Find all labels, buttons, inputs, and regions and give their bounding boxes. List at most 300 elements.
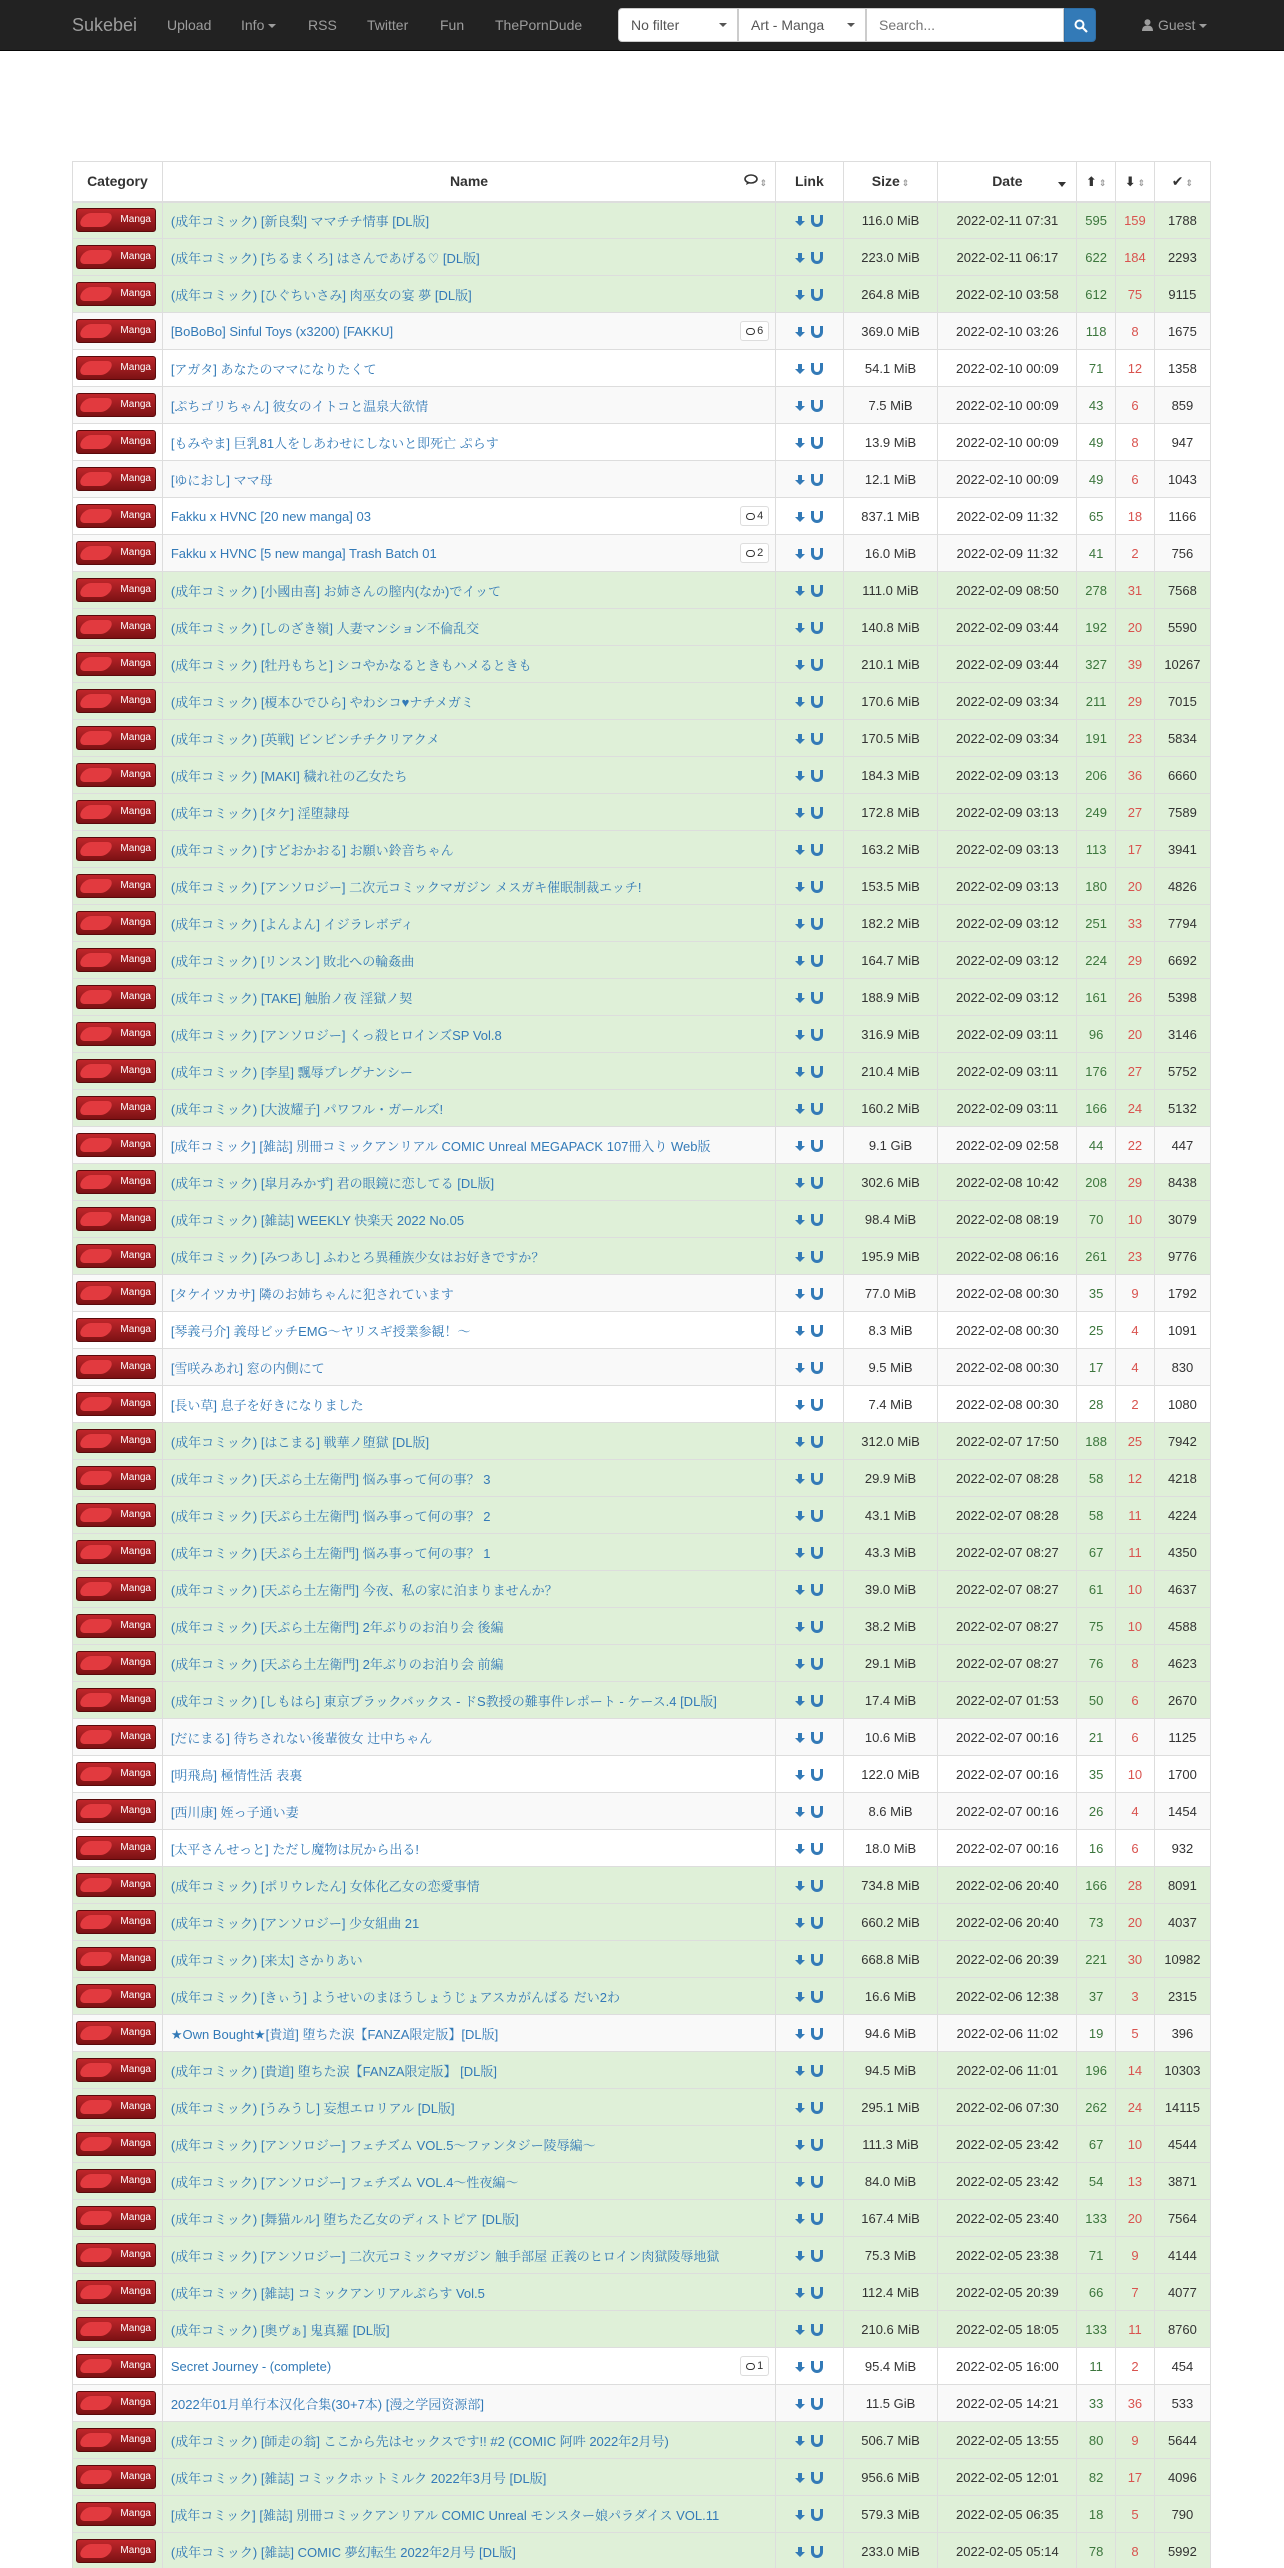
torrent-title-link[interactable]: (成年コミック) [榎本ひでひら] やわシコ♥ナチメガミ bbox=[170, 694, 474, 710]
torrent-title-link[interactable]: Secret Journey - (complete) bbox=[170, 2358, 332, 2374]
torrent-title-link[interactable]: ★Own Bought★[貴道] 堕ちた涙【FANZA限定版】[DL版] bbox=[170, 2026, 499, 2042]
torrent-title-link[interactable]: (成年コミック) [牡丹もちと] シコやかなるときもハメるときも bbox=[170, 657, 532, 673]
download-icon[interactable] bbox=[795, 364, 805, 375]
magnet-icon[interactable] bbox=[811, 1621, 823, 1633]
download-icon[interactable] bbox=[795, 290, 805, 301]
magnet-icon[interactable] bbox=[811, 844, 823, 856]
torrent-title-link[interactable]: (成年コミック) [アンソロジー] 二次元コミックマガジン 触手部屋 正義のヒロイン肉獄陵辱地獄 bbox=[170, 2248, 720, 2264]
download-icon[interactable] bbox=[795, 1511, 805, 1522]
table-row bbox=[73, 1127, 1211, 1164]
magnet-icon[interactable] bbox=[811, 2398, 823, 2410]
download-icon[interactable] bbox=[795, 2547, 805, 2558]
download-icon[interactable] bbox=[795, 1585, 805, 1596]
magnet-icon[interactable] bbox=[811, 1991, 823, 2003]
category-badge[interactable] bbox=[76, 1910, 156, 1934]
category-badge[interactable] bbox=[76, 245, 156, 269]
download-icon[interactable] bbox=[795, 882, 805, 893]
torrent-title-link[interactable]: [琴義弓介] 義母ビッチEMG～ヤリスギ授業参観！～ bbox=[170, 1323, 471, 1339]
download-icon[interactable] bbox=[795, 1030, 805, 1041]
magnet-icon[interactable] bbox=[811, 2213, 823, 2225]
torrent-title-link[interactable]: (成年コミック) [雑誌] コミックホットミルク 2022年3月号 [DL版] bbox=[170, 2470, 547, 2486]
magnet-icon[interactable] bbox=[811, 2361, 823, 2373]
nav-theporndude[interactable]: ThePornDude bbox=[495, 17, 583, 33]
magnet-icon[interactable] bbox=[811, 1251, 823, 1263]
torrent-title-link[interactable]: (成年コミック) [TAKE] 触胎ノ夜 淫獄ノ契 bbox=[170, 990, 413, 1006]
download-icon[interactable] bbox=[795, 956, 805, 967]
magnet-icon[interactable] bbox=[811, 1325, 823, 1337]
category-badge[interactable] bbox=[76, 1429, 156, 1453]
torrent-title-link[interactable]: 2022年01月单行本汉化合集(30+7本) [漫之学园资源部] bbox=[170, 2396, 484, 2412]
download-icon[interactable] bbox=[795, 1918, 805, 1929]
category-cell bbox=[73, 498, 163, 535]
category-badge[interactable] bbox=[76, 1022, 156, 1046]
category-badge-label: Manga bbox=[120, 1990, 151, 2001]
torrent-title-link[interactable]: Fakku x HVNC [20 new manga] 03 bbox=[170, 508, 371, 524]
category-badge[interactable] bbox=[76, 1059, 156, 1083]
magnet-icon[interactable] bbox=[811, 1214, 823, 1226]
category-badge[interactable] bbox=[76, 911, 156, 935]
magnet-icon[interactable] bbox=[811, 1362, 823, 1374]
download-icon[interactable] bbox=[795, 1363, 805, 1374]
category-badge[interactable] bbox=[76, 1947, 156, 1971]
torrent-title-link[interactable]: (成年コミック) [新良梨] ママチチ情事 [DL版] bbox=[170, 213, 430, 229]
magnet-icon[interactable] bbox=[811, 400, 823, 412]
completed-cell: 7794 bbox=[1154, 905, 1210, 942]
category-badge[interactable] bbox=[76, 1244, 156, 1268]
nav-rss[interactable]: RSS bbox=[308, 17, 337, 33]
magnet-icon[interactable] bbox=[811, 252, 823, 264]
download-icon[interactable] bbox=[795, 2362, 805, 2373]
magnet-icon[interactable] bbox=[811, 1769, 823, 1781]
header-category[interactable]: Category bbox=[73, 162, 163, 202]
category-badge[interactable] bbox=[76, 763, 156, 787]
magnet-icon[interactable] bbox=[811, 955, 823, 967]
magnet-icon[interactable] bbox=[811, 363, 823, 375]
magnet-icon[interactable] bbox=[811, 2287, 823, 2299]
header-date[interactable] bbox=[938, 162, 1077, 202]
category-select[interactable] bbox=[738, 8, 866, 42]
category-badge[interactable] bbox=[76, 837, 156, 861]
download-icon[interactable] bbox=[795, 2140, 805, 2151]
magnet-icon[interactable] bbox=[811, 1510, 823, 1522]
magnet-icon[interactable] bbox=[811, 1954, 823, 1966]
magnet-icon[interactable] bbox=[811, 1843, 823, 1855]
torrent-title-link[interactable]: [アガタ] あなたのママになりたくて bbox=[170, 361, 377, 377]
comments-badge[interactable] bbox=[740, 2356, 769, 2376]
name-cell bbox=[162, 1090, 775, 1127]
torrent-title-link[interactable]: (成年コミック) [李星] 飄辱プレグナンシー bbox=[170, 1064, 413, 1080]
category-badge[interactable] bbox=[76, 393, 156, 417]
torrent-title-link[interactable]: (成年コミック) [アンソロジー] フェチズム VOL.5～ファンタジー陵辱編～ bbox=[170, 2137, 596, 2153]
download-icon[interactable] bbox=[795, 697, 805, 708]
magnet-icon[interactable] bbox=[811, 2435, 823, 2447]
magnet-icon[interactable] bbox=[811, 622, 823, 634]
magnet-icon[interactable] bbox=[811, 770, 823, 782]
torrent-title-link[interactable]: (成年コミック) [雑誌] コミックアンリアルぷらす Vol.5 bbox=[170, 2285, 485, 2301]
download-icon[interactable] bbox=[795, 2103, 805, 2114]
download-icon[interactable] bbox=[795, 2399, 805, 2410]
header-leechers[interactable] bbox=[1116, 162, 1155, 202]
magnet-icon[interactable] bbox=[811, 2472, 823, 2484]
category-badge[interactable] bbox=[76, 208, 156, 232]
torrent-title-link[interactable]: [BoBoBo] Sinful Toys (x3200) [FAKKU] bbox=[170, 323, 394, 339]
category-badge[interactable] bbox=[76, 430, 156, 454]
download-icon[interactable] bbox=[795, 1141, 805, 1152]
category-badge[interactable] bbox=[76, 2206, 156, 2230]
magnet-icon[interactable] bbox=[811, 2028, 823, 2040]
torrent-title-link[interactable]: (成年コミック) [大波耀子] パワフル・ガールズ! bbox=[170, 1101, 444, 1117]
category-badge-label: Manga bbox=[120, 1657, 151, 1668]
download-icon[interactable] bbox=[795, 919, 805, 930]
download-icon[interactable] bbox=[795, 1289, 805, 1300]
category-badge[interactable] bbox=[76, 2058, 156, 2082]
torrent-title-link[interactable]: (成年コミック) [ひぐちいさみ] 肉巫女の宴 夢 [DL版] bbox=[170, 287, 472, 303]
download-icon[interactable] bbox=[795, 1881, 805, 1892]
torrent-title-link[interactable]: (成年コミック) [はこまる] 戦華ノ堕獄 [DL版] bbox=[170, 1434, 430, 1450]
category-badge[interactable] bbox=[76, 2391, 156, 2415]
magnet-icon[interactable] bbox=[811, 1066, 823, 1078]
category-badge[interactable] bbox=[76, 1466, 156, 1490]
download-icon[interactable] bbox=[795, 2473, 805, 2484]
torrent-title-link[interactable]: [雪咲みあれ] 窓の内側にて bbox=[170, 1360, 325, 1376]
torrent-title-link[interactable]: (成年コミック) [みつあし] ふわとろ異種族少女はお好きですか？ bbox=[170, 1249, 545, 1265]
download-icon[interactable] bbox=[795, 1548, 805, 1559]
magnet-icon[interactable] bbox=[811, 548, 823, 560]
magnet-icon[interactable] bbox=[811, 2102, 823, 2114]
magnet-icon[interactable] bbox=[811, 474, 823, 486]
download-icon[interactable] bbox=[795, 1992, 805, 2003]
torrent-title-link[interactable]: (成年コミック) [天ぷら土左衛門] 悩み事って何の事？ 2 bbox=[170, 1508, 491, 1524]
download-icon[interactable] bbox=[795, 1770, 805, 1781]
category-badge[interactable] bbox=[76, 1688, 156, 1712]
category-badge[interactable] bbox=[76, 1725, 156, 1749]
download-icon[interactable] bbox=[795, 216, 805, 227]
link-cell bbox=[776, 2459, 843, 2496]
download-icon[interactable] bbox=[795, 2066, 805, 2077]
category-badge[interactable] bbox=[76, 1170, 156, 1194]
download-icon[interactable] bbox=[795, 1659, 805, 1670]
category-badge[interactable] bbox=[76, 1799, 156, 1823]
download-icon[interactable] bbox=[795, 808, 805, 819]
download-icon[interactable] bbox=[795, 1474, 805, 1485]
magnet-icon[interactable] bbox=[811, 1584, 823, 1596]
brand-logo[interactable]: Sukebei bbox=[72, 15, 138, 35]
torrent-title-link[interactable]: (成年コミック) [MAKI] 穢れ社の乙女たち bbox=[170, 768, 408, 784]
download-icon[interactable] bbox=[795, 1696, 805, 1707]
magnet-icon[interactable] bbox=[811, 437, 823, 449]
download-icon[interactable] bbox=[795, 2436, 805, 2447]
magnet-icon[interactable] bbox=[811, 1658, 823, 1670]
comments-badge[interactable] bbox=[740, 321, 769, 341]
torrent-title-link[interactable]: (成年コミック) [ちるまくろ] はさんであげる♡ [DL版] bbox=[170, 250, 480, 266]
download-icon[interactable] bbox=[795, 1955, 805, 1966]
download-icon[interactable] bbox=[795, 1326, 805, 1337]
magnet-icon[interactable] bbox=[811, 1436, 823, 1448]
category-badge[interactable] bbox=[76, 1836, 156, 1860]
category-badge[interactable] bbox=[76, 2354, 156, 2378]
download-icon[interactable] bbox=[795, 512, 805, 523]
download-icon[interactable] bbox=[795, 2214, 805, 2225]
torrent-title-link[interactable]: (成年コミック) [小國由喜] お姉さんの膣内(なか)でイッて bbox=[170, 583, 502, 599]
header-size[interactable] bbox=[843, 162, 938, 202]
magnet-icon[interactable] bbox=[811, 918, 823, 930]
magnet-icon[interactable] bbox=[811, 289, 823, 301]
torrent-title-link[interactable]: (成年コミック) [貴道] 堕ちた涙【FANZA限定版】 [DL版] bbox=[170, 2063, 498, 2079]
download-icon[interactable] bbox=[795, 1733, 805, 1744]
category-badge[interactable] bbox=[76, 578, 156, 602]
torrent-title-link[interactable]: [成年コミック] [雑誌] 別冊コミックアンリアル COMIC Unreal モンスター娘パラダイス VOL.11 bbox=[170, 2507, 720, 2523]
download-icon[interactable] bbox=[795, 734, 805, 745]
download-icon[interactable] bbox=[795, 401, 805, 412]
magnet-icon[interactable] bbox=[811, 1732, 823, 1744]
category-badge[interactable] bbox=[76, 504, 156, 528]
magnet-icon[interactable] bbox=[811, 1399, 823, 1411]
magnet-icon[interactable] bbox=[811, 1695, 823, 1707]
torrent-title-link[interactable]: (成年コミック) [天ぷら土左衛門] 2年ぶりのお泊り会 後編 bbox=[170, 1619, 504, 1635]
torrent-title-link[interactable]: [長い草] 息子を好きになりました bbox=[170, 1397, 364, 1413]
category-badge[interactable] bbox=[76, 1651, 156, 1675]
magnet-icon[interactable] bbox=[811, 1880, 823, 1892]
download-icon[interactable] bbox=[795, 1622, 805, 1633]
category-badge[interactable] bbox=[76, 1392, 156, 1416]
torrent-title-link[interactable]: (成年コミック) [舞猫ルル] 堕ちた乙女のディストピア [DL版] bbox=[170, 2211, 519, 2227]
torrent-title-link[interactable]: (成年コミック) [天ぷら土左衛門] 悩み事って何の事？ 3 bbox=[170, 1471, 491, 1487]
torrent-title-link[interactable]: (成年コミック) [天ぷら土左衛門] 今夜、私の家に泊まりませんか？ bbox=[170, 1582, 558, 1598]
magnet-icon[interactable] bbox=[811, 2065, 823, 2077]
category-badge[interactable] bbox=[76, 1614, 156, 1638]
comments-badge[interactable] bbox=[740, 506, 769, 526]
download-icon[interactable] bbox=[795, 475, 805, 486]
filter-select[interactable] bbox=[618, 8, 738, 42]
download-icon[interactable] bbox=[795, 253, 805, 264]
torrent-title-link[interactable]: (成年コミック) [奥ヴぁ] 鬼真羅 [DL版] bbox=[170, 2322, 390, 2338]
torrent-title-link[interactable]: (成年コミック) [よんよん] イジラレボディ bbox=[170, 916, 414, 932]
download-icon[interactable] bbox=[795, 2325, 805, 2336]
category-cell bbox=[73, 1201, 163, 1238]
magnet-icon[interactable] bbox=[811, 511, 823, 523]
magnet-icon[interactable] bbox=[811, 1177, 823, 1189]
torrent-title-link[interactable]: (成年コミック) [うみうし] 妄想エロリアル [DL版] bbox=[170, 2100, 455, 2116]
download-icon[interactable] bbox=[795, 771, 805, 782]
search-input[interactable] bbox=[866, 8, 1064, 42]
category-badge[interactable] bbox=[76, 319, 156, 343]
download-icon[interactable] bbox=[795, 845, 805, 856]
header-seeders[interactable] bbox=[1077, 162, 1116, 202]
category-badge[interactable] bbox=[76, 985, 156, 1009]
header-completed[interactable] bbox=[1154, 162, 1210, 202]
user-menu[interactable] bbox=[1142, 0, 1207, 51]
download-icon[interactable] bbox=[795, 2029, 805, 2040]
download-icon[interactable] bbox=[795, 660, 805, 671]
download-icon[interactable] bbox=[795, 1437, 805, 1448]
completed-cell: 3871 bbox=[1154, 2163, 1210, 2200]
torrent-title-link[interactable]: (成年コミック) [アンソロジー] 二次元コミックマガジン メスガキ催眠制裁エッチ! bbox=[170, 879, 642, 895]
torrent-title-link[interactable]: (成年コミック) [来太] さかりあい bbox=[170, 1952, 363, 1968]
download-icon[interactable] bbox=[795, 1104, 805, 1115]
torrent-title-link[interactable]: (成年コミック) [アンソロジー] フェチズム VOL.4～性夜編～ bbox=[170, 2174, 519, 2190]
category-badge[interactable] bbox=[76, 948, 156, 972]
torrent-title-link[interactable]: (成年コミック) [雑誌] WEEKLY 快楽天 2022 No.05 bbox=[170, 1212, 465, 1228]
category-badge[interactable] bbox=[76, 1984, 156, 2008]
magnet-icon[interactable] bbox=[811, 2546, 823, 2558]
category-badge[interactable] bbox=[76, 874, 156, 898]
download-icon[interactable] bbox=[795, 1252, 805, 1263]
completed-cell: 1125 bbox=[1154, 1719, 1210, 1756]
magnet-icon[interactable] bbox=[811, 659, 823, 671]
name-cell bbox=[162, 239, 775, 276]
download-icon[interactable] bbox=[795, 1844, 805, 1855]
search-button[interactable] bbox=[1064, 8, 1096, 42]
category-badge[interactable] bbox=[76, 689, 156, 713]
download-icon[interactable] bbox=[795, 2177, 805, 2188]
category-badge[interactable] bbox=[76, 2095, 156, 2119]
torrent-title-link[interactable]: (成年コミック) [すどおかおる] お願い鈴音ちゃん bbox=[170, 842, 454, 858]
torrent-title-link[interactable]: [ぷちゴリちゃん] 彼女のイトコと温泉大欲情 bbox=[170, 398, 429, 414]
download-icon[interactable] bbox=[795, 993, 805, 1004]
comments-sort-icon[interactable] bbox=[744, 173, 768, 189]
torrent-title-link[interactable]: (成年コミック) [リンスン] 敗北への輪姦曲 bbox=[170, 953, 415, 969]
download-icon[interactable] bbox=[795, 2251, 805, 2262]
category-badge[interactable] bbox=[76, 2428, 156, 2452]
category-badge[interactable] bbox=[76, 282, 156, 306]
download-icon[interactable] bbox=[795, 623, 805, 634]
category-badge[interactable] bbox=[76, 1318, 156, 1342]
download-icon[interactable] bbox=[795, 2510, 805, 2521]
torrent-title-link[interactable]: (成年コミック) [アンソロジー] くっ殺ヒロインズSP Vol.8 bbox=[170, 1027, 502, 1043]
torrent-title-link[interactable]: (成年コミック) [きぃう] ようせいのまほうしょうじょアスカがんばる だい2わ bbox=[170, 1989, 620, 2005]
nav-info[interactable] bbox=[241, 0, 276, 51]
torrent-title-link[interactable]: (成年コミック) [しのざき嶺] 人妻マンション不倫乱交 bbox=[170, 620, 480, 636]
category-badge[interactable] bbox=[76, 356, 156, 380]
torrent-title-link[interactable]: (成年コミック) [師走の翁] ここから先はセックスです!! #2 (COMIC 阿吽 2022年2月号) bbox=[170, 2433, 669, 2449]
torrent-title-link[interactable]: (成年コミック) [アンソロジー] 少女組曲 21 bbox=[170, 1915, 420, 1931]
torrent-title-link[interactable]: [もみやま] 巨乳81人をしあわせにしないと即死亡 ぷらす bbox=[170, 435, 499, 451]
download-icon[interactable] bbox=[795, 327, 805, 338]
category-badge[interactable] bbox=[76, 1096, 156, 1120]
category-badge[interactable] bbox=[76, 2021, 156, 2045]
magnet-icon[interactable] bbox=[811, 2509, 823, 2521]
category-badge[interactable] bbox=[76, 2465, 156, 2489]
magnet-icon[interactable] bbox=[811, 1103, 823, 1115]
category-badge[interactable] bbox=[76, 1355, 156, 1379]
download-icon[interactable] bbox=[795, 1067, 805, 1078]
category-badge-label: Manga bbox=[120, 473, 151, 484]
download-icon[interactable] bbox=[795, 1215, 805, 1226]
torrent-title-link[interactable]: (成年コミック) [皐月みかず] 君の眼鏡に恋してる [DL版] bbox=[170, 1175, 495, 1191]
category-badge[interactable] bbox=[76, 1133, 156, 1157]
magnet-icon[interactable] bbox=[811, 326, 823, 338]
category-badge[interactable] bbox=[76, 541, 156, 565]
magnet-icon[interactable] bbox=[811, 1806, 823, 1818]
header-name[interactable] bbox=[162, 162, 775, 202]
category-badge[interactable] bbox=[76, 1281, 156, 1305]
category-badge[interactable] bbox=[76, 2280, 156, 2304]
category-badge[interactable] bbox=[76, 1540, 156, 1564]
torrent-title-link[interactable]: (成年コミック) [ポリウレたん] 女体化乙女の恋愛事情 bbox=[170, 1878, 480, 1894]
link-cell bbox=[776, 1201, 843, 1238]
torrent-title-link[interactable]: [成年コミック] [雑誌] 別冊コミックアンリアル COMIC Unreal MEGAPACK 107冊入り Web版 bbox=[170, 1138, 711, 1154]
torrent-title-link[interactable]: [西川康] 姪っ子通い妻 bbox=[170, 1804, 299, 1820]
category-badge[interactable] bbox=[76, 800, 156, 824]
nav-fun[interactable]: Fun bbox=[440, 17, 465, 33]
download-icon[interactable] bbox=[795, 438, 805, 449]
magnet-icon[interactable] bbox=[811, 1288, 823, 1300]
download-icon[interactable] bbox=[795, 1178, 805, 1189]
torrent-title-link[interactable]: [ゆにおし] ママ母 bbox=[170, 472, 273, 488]
category-badge[interactable] bbox=[76, 652, 156, 676]
download-icon[interactable] bbox=[795, 1807, 805, 1818]
category-badge[interactable] bbox=[76, 726, 156, 750]
nav-upload[interactable]: Upload bbox=[167, 17, 212, 33]
category-badge[interactable] bbox=[76, 1577, 156, 1601]
magnet-icon[interactable] bbox=[811, 2250, 823, 2262]
magnet-icon[interactable] bbox=[811, 1917, 823, 1929]
magnet-icon[interactable] bbox=[811, 992, 823, 1004]
magnet-icon[interactable] bbox=[811, 1029, 823, 1041]
category-badge[interactable] bbox=[76, 467, 156, 491]
category-badge[interactable] bbox=[76, 2317, 156, 2341]
category-badge[interactable] bbox=[76, 1762, 156, 1786]
magnet-icon[interactable] bbox=[811, 733, 823, 745]
magnet-icon[interactable] bbox=[811, 2324, 823, 2336]
torrent-title-link[interactable]: (成年コミック) [雑誌] COMIC 夢幻転生 2022年2月号 [DL版] bbox=[170, 2544, 516, 2560]
category-badge[interactable] bbox=[76, 2132, 156, 2156]
category-badge[interactable] bbox=[76, 1503, 156, 1527]
date-cell: 2022-02-10 03:26 bbox=[938, 313, 1077, 350]
magnet-icon[interactable] bbox=[811, 696, 823, 708]
table-row bbox=[73, 1312, 1211, 1349]
torrent-title-link[interactable]: (成年コミック) [天ぷら土左衛門] 2年ぶりのお泊り会 前編 bbox=[170, 1656, 504, 1672]
download-icon[interactable] bbox=[795, 1400, 805, 1411]
category-badge[interactable] bbox=[76, 1207, 156, 1231]
torrent-title-link[interactable]: Fakku x HVNC [5 new manga] Trash Batch 01 bbox=[170, 545, 437, 561]
magnet-icon[interactable] bbox=[811, 807, 823, 819]
completed-cell: 1675 bbox=[1154, 313, 1210, 350]
category-badge[interactable] bbox=[76, 615, 156, 639]
magnet-icon[interactable] bbox=[811, 1140, 823, 1152]
download-icon[interactable] bbox=[795, 2288, 805, 2299]
magnet-icon[interactable] bbox=[811, 1473, 823, 1485]
category-badge-label: Manga bbox=[120, 1472, 151, 1483]
magnet-icon[interactable] bbox=[811, 215, 823, 227]
category-badge[interactable] bbox=[76, 2243, 156, 2267]
torrent-title-link[interactable]: (成年コミック) [しもはら] 東京ブラックバックス - ドS教授の難事件レポート - ケース.4 [DL版] bbox=[170, 1693, 717, 1709]
size-cell: 16.0 MiB bbox=[843, 535, 938, 572]
category-badge[interactable] bbox=[76, 2502, 156, 2526]
torrent-title-link[interactable]: [太平さんせっと] ただし魔物は尻から出る! bbox=[170, 1841, 420, 1857]
category-badge[interactable] bbox=[76, 1873, 156, 1897]
magnet-icon[interactable] bbox=[811, 2176, 823, 2188]
torrent-title-link[interactable]: (成年コミック) [タケ] 淫堕隷母 bbox=[170, 805, 350, 821]
magnet-icon[interactable] bbox=[811, 881, 823, 893]
magnet-icon[interactable] bbox=[811, 1547, 823, 1559]
torrent-title-link[interactable]: (成年コミック) [英戦] ビンビンチチクリアクメ bbox=[170, 731, 440, 747]
category-cell bbox=[73, 2533, 163, 2568]
category-badge[interactable] bbox=[76, 2169, 156, 2193]
download-icon[interactable] bbox=[795, 586, 805, 597]
magnet-icon[interactable] bbox=[811, 2139, 823, 2151]
download-icon[interactable] bbox=[795, 549, 805, 560]
comments-badge[interactable] bbox=[740, 543, 769, 563]
seeders-cell: 50 bbox=[1077, 1682, 1116, 1719]
magnet-icon[interactable] bbox=[811, 585, 823, 597]
torrent-title-link[interactable]: [タケイツカサ] 隣のお姉ちゃんに犯されています bbox=[170, 1286, 454, 1302]
torrent-title-link[interactable]: [だにまる] 待ちされない後輩彼女 辻中ちゃん bbox=[170, 1730, 433, 1746]
category-badge[interactable] bbox=[76, 2539, 156, 2563]
torrent-title-link[interactable]: [明飛鳥] 極情性活 表裏 bbox=[170, 1767, 303, 1783]
nav-twitter[interactable]: Twitter bbox=[367, 17, 409, 33]
torrent-title-link[interactable]: (成年コミック) [天ぷら土左衛門] 悩み事って何の事？ 1 bbox=[170, 1545, 491, 1561]
